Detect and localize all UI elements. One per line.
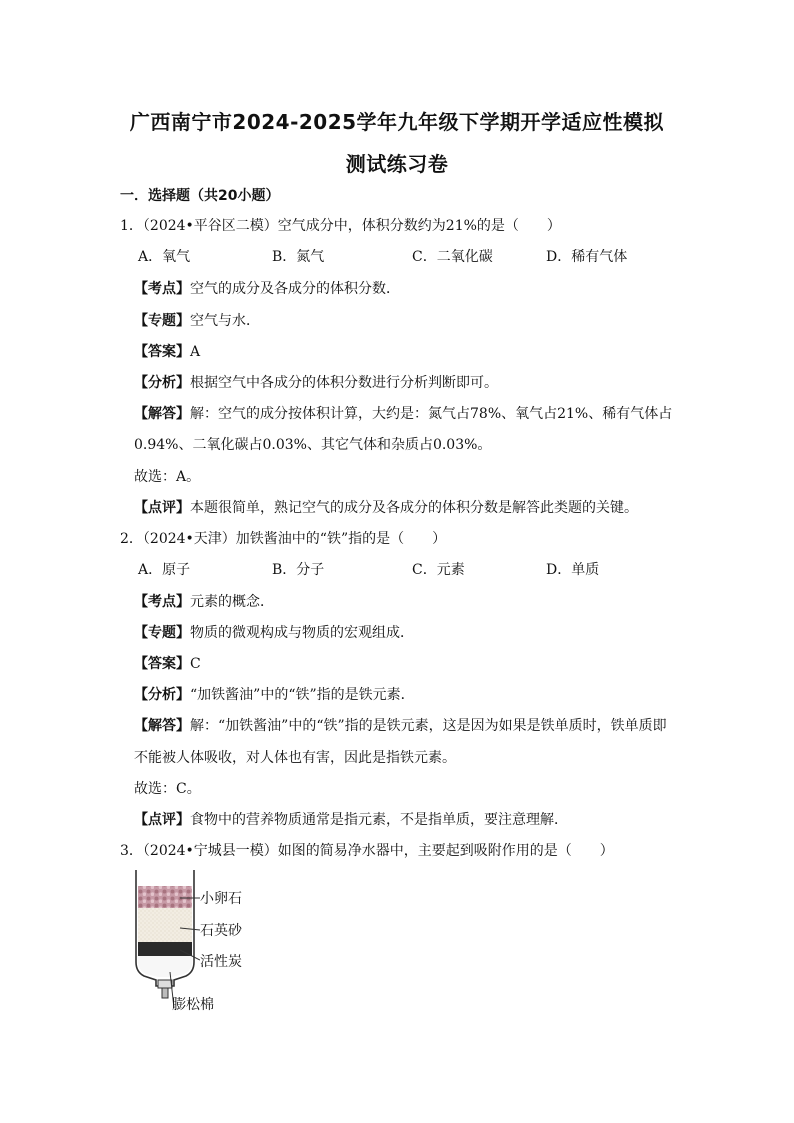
section-heading: 一．选择题（共20小题） <box>120 188 280 204</box>
q1-dianping-tag: 【点评】 <box>134 500 190 516</box>
q2-option-b: B．分子 <box>272 562 325 578</box>
label-cotton: 膨松棉 <box>172 997 214 1013</box>
q1-kaodian <box>134 279 400 299</box>
q1-daan-tag: 【答案】 <box>134 344 190 360</box>
q1-kaodian-tag: 【考点】 <box>134 281 190 297</box>
q1-daan-text: A <box>190 344 201 360</box>
q2-stem: 2．（2024•天津）加铁酱油中的“铁”指的是（ ） <box>120 531 447 547</box>
q1-fenxi <box>134 373 498 393</box>
q1-zhuanti-tag: 【专题】 <box>134 313 190 329</box>
q1-jieda <box>134 404 672 424</box>
q1-option-d: D．稀有气体 <box>546 249 628 265</box>
q1-guxuan: 故选：A。 <box>134 469 201 485</box>
q2-daan <box>134 654 201 674</box>
q1-kaodian-text: 空气的成分及各成分的体积分数． <box>190 281 400 297</box>
q2-guxuan: 故选：C。 <box>134 781 201 797</box>
cotton-layer <box>138 956 192 977</box>
q1-zhuanti <box>134 311 260 331</box>
carbon-layer <box>138 942 192 956</box>
q2-option-d: D．单质 <box>546 562 600 578</box>
sand-layer <box>138 908 192 942</box>
q2-fenxi-tag: 【分析】 <box>134 687 190 703</box>
q2-jieda-text2: 不能被人体吸收，对人体也有害，因此是指铁元素。 <box>134 750 456 766</box>
q2-fenxi-text: “加铁酱油”中的“铁”指的是铁元素． <box>190 687 415 703</box>
q2-zhuanti-tag: 【专题】 <box>134 625 190 641</box>
q2-dianping-tag: 【点评】 <box>134 812 190 828</box>
q2-zhuanti-text: 物质的微观构成与物质的宏观组成． <box>190 625 414 641</box>
label-activated-carbon: 活性炭 <box>200 954 242 970</box>
q2-jieda <box>134 716 667 736</box>
q1-jieda-text1: 解：空气的成分按体积计算，大约是：氮气占78%、氧气占21%、稀有气体占 <box>190 406 673 422</box>
label-quartz-sand: 石英砂 <box>200 923 242 939</box>
q2-fenxi <box>134 685 415 705</box>
q1-dianping <box>134 498 638 518</box>
q1-stem: 1．（2024•平谷区二模）空气成分中，体积分数约为21%的是（ ） <box>120 218 561 234</box>
q1-jieda-text2: 0.94%、二氧化碳占0.03%、其它气体和杂质占0.03%。 <box>134 437 492 453</box>
q1-fenxi-tag: 【分析】 <box>134 375 190 391</box>
pebble-layer <box>138 886 192 908</box>
q2-kaodian-text: 元素的概念． <box>190 594 274 610</box>
q2-jieda-tag: 【解答】 <box>134 718 190 734</box>
water-space <box>138 872 192 886</box>
q1-jieda-tag: 【解答】 <box>134 406 190 422</box>
q2-zhuanti <box>134 623 414 643</box>
q1-daan <box>134 342 200 362</box>
page-title-line1: 广西南宁市2024-2025学年九年级下学期开学适应性模拟 <box>129 110 665 134</box>
q1-option-b: B．氮气 <box>272 249 325 265</box>
q1-option-c: C．二氧化碳 <box>412 249 493 265</box>
q1-zhuanti-text: 空气与水． <box>190 313 260 329</box>
q2-daan-text: C <box>190 656 201 672</box>
q3-stem: 3．（2024•宁城县一模）如图的简易净水器中，主要起到吸附作用的是（ ） <box>120 843 614 859</box>
q1-fenxi-text: 根据空气中各成分的体积分数进行分析判断即可。 <box>190 375 498 391</box>
q1-option-a: A．氧气 <box>138 249 191 265</box>
outlet-cap <box>158 980 172 988</box>
q2-dianping <box>134 810 568 830</box>
q2-kaodian-tag: 【考点】 <box>134 594 190 610</box>
page-title-line2: 测试练习卷 <box>345 152 449 176</box>
q2-option-a: A．原子 <box>138 562 191 578</box>
q2-jieda-text1: 解：“加铁酱油”中的“铁”指的是铁元素，这是因为如果是铁单质时，铁单质即 <box>190 718 667 734</box>
q2-option-c: C．元素 <box>412 562 465 578</box>
q1-dianping-text: 本题很简单，熟记空气的成分及各成分的体积分数是解答此类题的关键。 <box>190 500 638 516</box>
q2-daan-tag: 【答案】 <box>134 656 190 672</box>
outlet-tube <box>162 988 168 998</box>
q2-kaodian <box>134 592 274 612</box>
label-pebbles: 小卵石 <box>200 891 242 907</box>
q2-dianping-text: 食物中的营养物质通常是指元素，不是指单质，要注意理解． <box>190 812 568 828</box>
